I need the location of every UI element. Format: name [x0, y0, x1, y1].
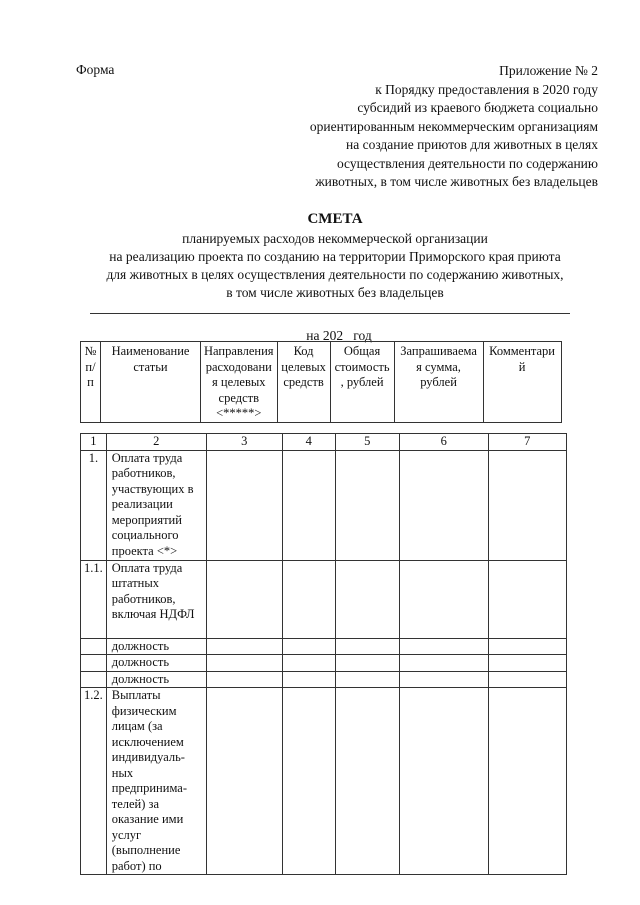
- header-cell-total: Общая стоимость , рублей: [330, 342, 394, 423]
- cell-total[interactable]: [335, 450, 399, 560]
- cell-requested[interactable]: [399, 450, 488, 560]
- cell-comment[interactable]: [488, 655, 566, 672]
- document-title: СМЕТА: [307, 211, 363, 227]
- column-number: 1: [81, 434, 107, 451]
- row-name: должность: [106, 655, 206, 672]
- cell-comment[interactable]: [488, 560, 566, 638]
- row-name: Оплата труда работников, участвующих в реализации мероприятий социального проекта <*>: [106, 450, 206, 560]
- cell-code[interactable]: [282, 450, 335, 560]
- organization-name-line: [90, 313, 570, 314]
- column-number: 5: [335, 434, 399, 451]
- cell-total[interactable]: [335, 560, 399, 638]
- appendix-line: ориентированным некоммерческим организациям: [309, 118, 598, 134]
- row-number: [81, 638, 107, 655]
- cell-code[interactable]: [282, 560, 335, 638]
- cell-code[interactable]: [282, 638, 335, 655]
- row-number: 1.1.: [81, 560, 107, 638]
- header-cell-num: № п/ п: [81, 342, 101, 423]
- cell-direction[interactable]: [206, 688, 282, 875]
- appendix-line: на создание приютов для животных в целях: [345, 137, 598, 152]
- cell-direction[interactable]: [206, 560, 282, 638]
- column-number-row: [81, 434, 567, 451]
- estimate-body-table: [80, 433, 567, 875]
- row-name: Оплата труда штатных работников, включая НДФЛ: [106, 560, 206, 638]
- cell-requested[interactable]: [399, 638, 488, 655]
- row-number: 1.: [81, 450, 107, 560]
- subtitle-line: планируемых расходов некоммерческой организации: [182, 231, 488, 246]
- table-row: [81, 671, 567, 688]
- cell-code[interactable]: [282, 688, 335, 875]
- cell-requested[interactable]: [399, 560, 488, 638]
- cell-total[interactable]: [335, 688, 399, 875]
- column-number: 4: [282, 434, 335, 451]
- column-number: 6: [399, 434, 488, 451]
- header-cell-comment: Комментари й: [483, 342, 561, 423]
- cell-comment[interactable]: [488, 638, 566, 655]
- estimate-header-table: [80, 341, 562, 423]
- table-row: [81, 450, 567, 560]
- cell-code[interactable]: [282, 671, 335, 688]
- cell-requested[interactable]: [399, 655, 488, 672]
- header-cell-code: Код целевых средств: [277, 342, 330, 423]
- cell-direction[interactable]: [206, 671, 282, 688]
- cell-requested[interactable]: [399, 671, 488, 688]
- column-number: 7: [488, 434, 566, 451]
- period-label: на 202_ год: [306, 328, 372, 343]
- column-number: 2: [106, 434, 206, 451]
- cell-requested[interactable]: [399, 688, 488, 875]
- form-label: Форма: [76, 62, 115, 77]
- cell-direction[interactable]: [206, 638, 282, 655]
- header-row: [81, 342, 562, 423]
- header-cell-name: Наименование статьи: [101, 342, 201, 423]
- appendix-line: к Порядку предоставления в 2020 году: [375, 81, 598, 97]
- row-number: [81, 655, 107, 672]
- cell-direction[interactable]: [206, 655, 282, 672]
- row-name: должность: [106, 638, 206, 655]
- subtitle-line: в том числе животных без владельцев: [226, 285, 444, 300]
- header-cell-direction: Направления расходовани я целевых средств <*****>: [201, 342, 278, 423]
- table-row: [81, 688, 567, 875]
- cell-comment[interactable]: [488, 450, 566, 560]
- cell-code[interactable]: [282, 655, 335, 672]
- table-row: [81, 560, 567, 638]
- appendix-block: [268, 62, 598, 192]
- row-name: Выплаты физическим лицам (за исключением индивидуаль-ных предпринима-телей) за оказание ими услуг (выполнение работ) по: [106, 688, 206, 875]
- table-row: [81, 655, 567, 672]
- table-row: [81, 638, 567, 655]
- cell-comment[interactable]: [488, 688, 566, 875]
- appendix-line: Приложение № 2: [499, 63, 598, 78]
- cell-total[interactable]: [335, 638, 399, 655]
- cell-comment[interactable]: [488, 671, 566, 688]
- header-cell-requested: Запрашиваема я сумма, рублей: [394, 342, 483, 423]
- cell-total[interactable]: [335, 655, 399, 672]
- column-number: 3: [206, 434, 282, 451]
- appendix-line: животных, в том числе животных без владельцев: [315, 174, 598, 189]
- row-number: [81, 671, 107, 688]
- subtitle-line: для животных в целях осуществления деятельности по содержанию животных,: [106, 267, 564, 282]
- cell-direction[interactable]: [206, 450, 282, 560]
- row-name: должность: [106, 671, 206, 688]
- cell-total[interactable]: [335, 671, 399, 688]
- appendix-line: субсидий из краевого бюджета социально: [357, 100, 598, 115]
- appendix-line: осуществления деятельности по содержанию: [336, 155, 598, 171]
- document-subtitle: [50, 230, 620, 302]
- row-number: 1.2.: [81, 688, 107, 875]
- subtitle-line: на реализацию проекта по созданию на территории Приморского края приюта: [109, 249, 561, 264]
